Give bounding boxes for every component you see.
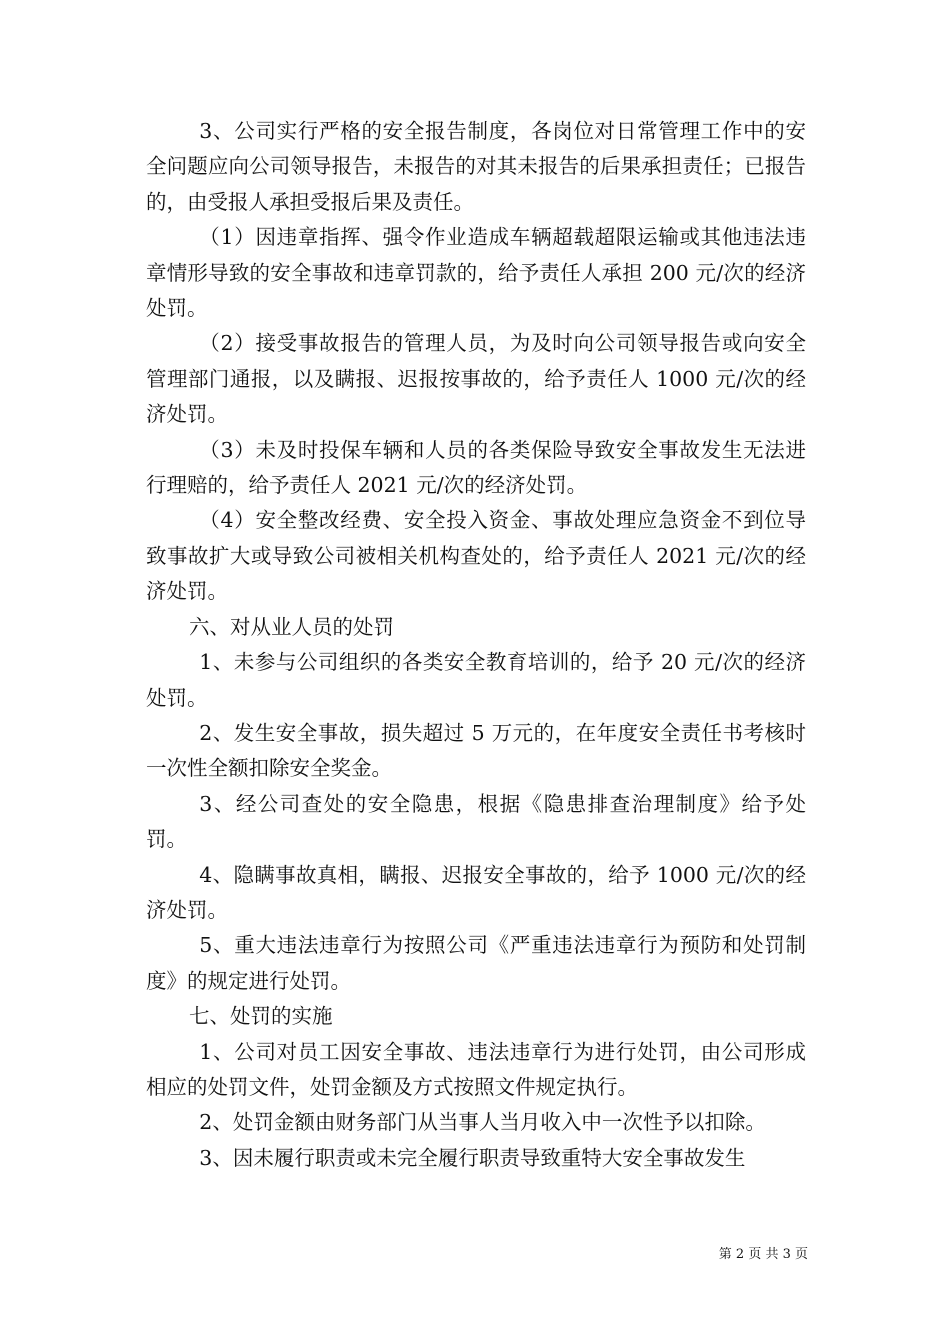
- paragraph-6-4: 4、隐瞒事故真相，瞒报、迟报安全事故的，给予 1000 元/次的经济处罚。: [146, 862, 806, 922]
- paragraph-6-1: 1、未参与公司组织的各类安全教育培训的，给予 20 元/次的经济处罚。: [146, 650, 806, 710]
- paragraph-item-3: （3）未及时投保车辆和人员的各类保险导致安全事故发生无法进行理赔的，给予责任人 2021 元/次的经济处罚。: [146, 437, 806, 498]
- section-heading-7: 七、处罚的实施: [189, 1004, 333, 1029]
- paragraph-6-2: 2、发生安全事故，损失超过 5 万元的，在年度安全责任书考核时一次性全额扣除安全奖金。: [146, 720, 806, 781]
- paragraph-report-system: 3、公司实行严格的安全报告制度，各岗位对日常管理工作中的安全问题应向公司领导报告，未报告的对其未报告的后果承担责任；已报告的，由受报人承担受报后果及责任。: [146, 119, 806, 214]
- paragraph-6-5: 5、重大违法违章行为按照公司《严重违法违章行为预防和处罚制度》的规定进行处罚。: [146, 933, 806, 993]
- paragraph-item-4: （4）安全整改经费、安全投入资金、事故处理应急资金不到位导致事故扩大或导致公司被相关机构查处的，给予责任人 2021 元/次的经济处罚。: [146, 508, 806, 604]
- page-number-footer: 第 2 页 共 3 页: [718, 1247, 808, 1262]
- paragraph-7-3: 3、因未履行职责或未完全履行职责导致重特大安全事故发生: [199, 1145, 746, 1170]
- paragraph-7-1: 1、公司对员工因安全事故、违法违章行为进行处罚，由公司形成相应的处罚文件，处罚金额及方式按照文件规定执行。: [146, 1039, 806, 1099]
- section-heading-6: 六、对从业人员的处罚: [189, 614, 395, 639]
- paragraph-6-3: 3、经公司查处的安全隐患，根据《隐患排查治理制度》给予处罚。: [146, 791, 806, 852]
- paragraph-item-1: （1）因违章指挥、强令作业造成车辆超载超限运输或其他违法违章情形导致的安全事故和违章罚款的，给予责任人承担 200 元/次的经济处罚。: [146, 225, 806, 321]
- document-body: [146, 114, 806, 1176]
- paragraph-7-2: 2、处罚金额由财务部门从当事人当月收入中一次性予以扣除。: [199, 1110, 766, 1135]
- paragraph-item-2: （2）接受事故报告的管理人员，为及时向公司领导报告或向安全管理部门通报，以及瞒报、迟报按事故的，给予责任人 1000 元/次的经济处罚。: [146, 331, 806, 427]
